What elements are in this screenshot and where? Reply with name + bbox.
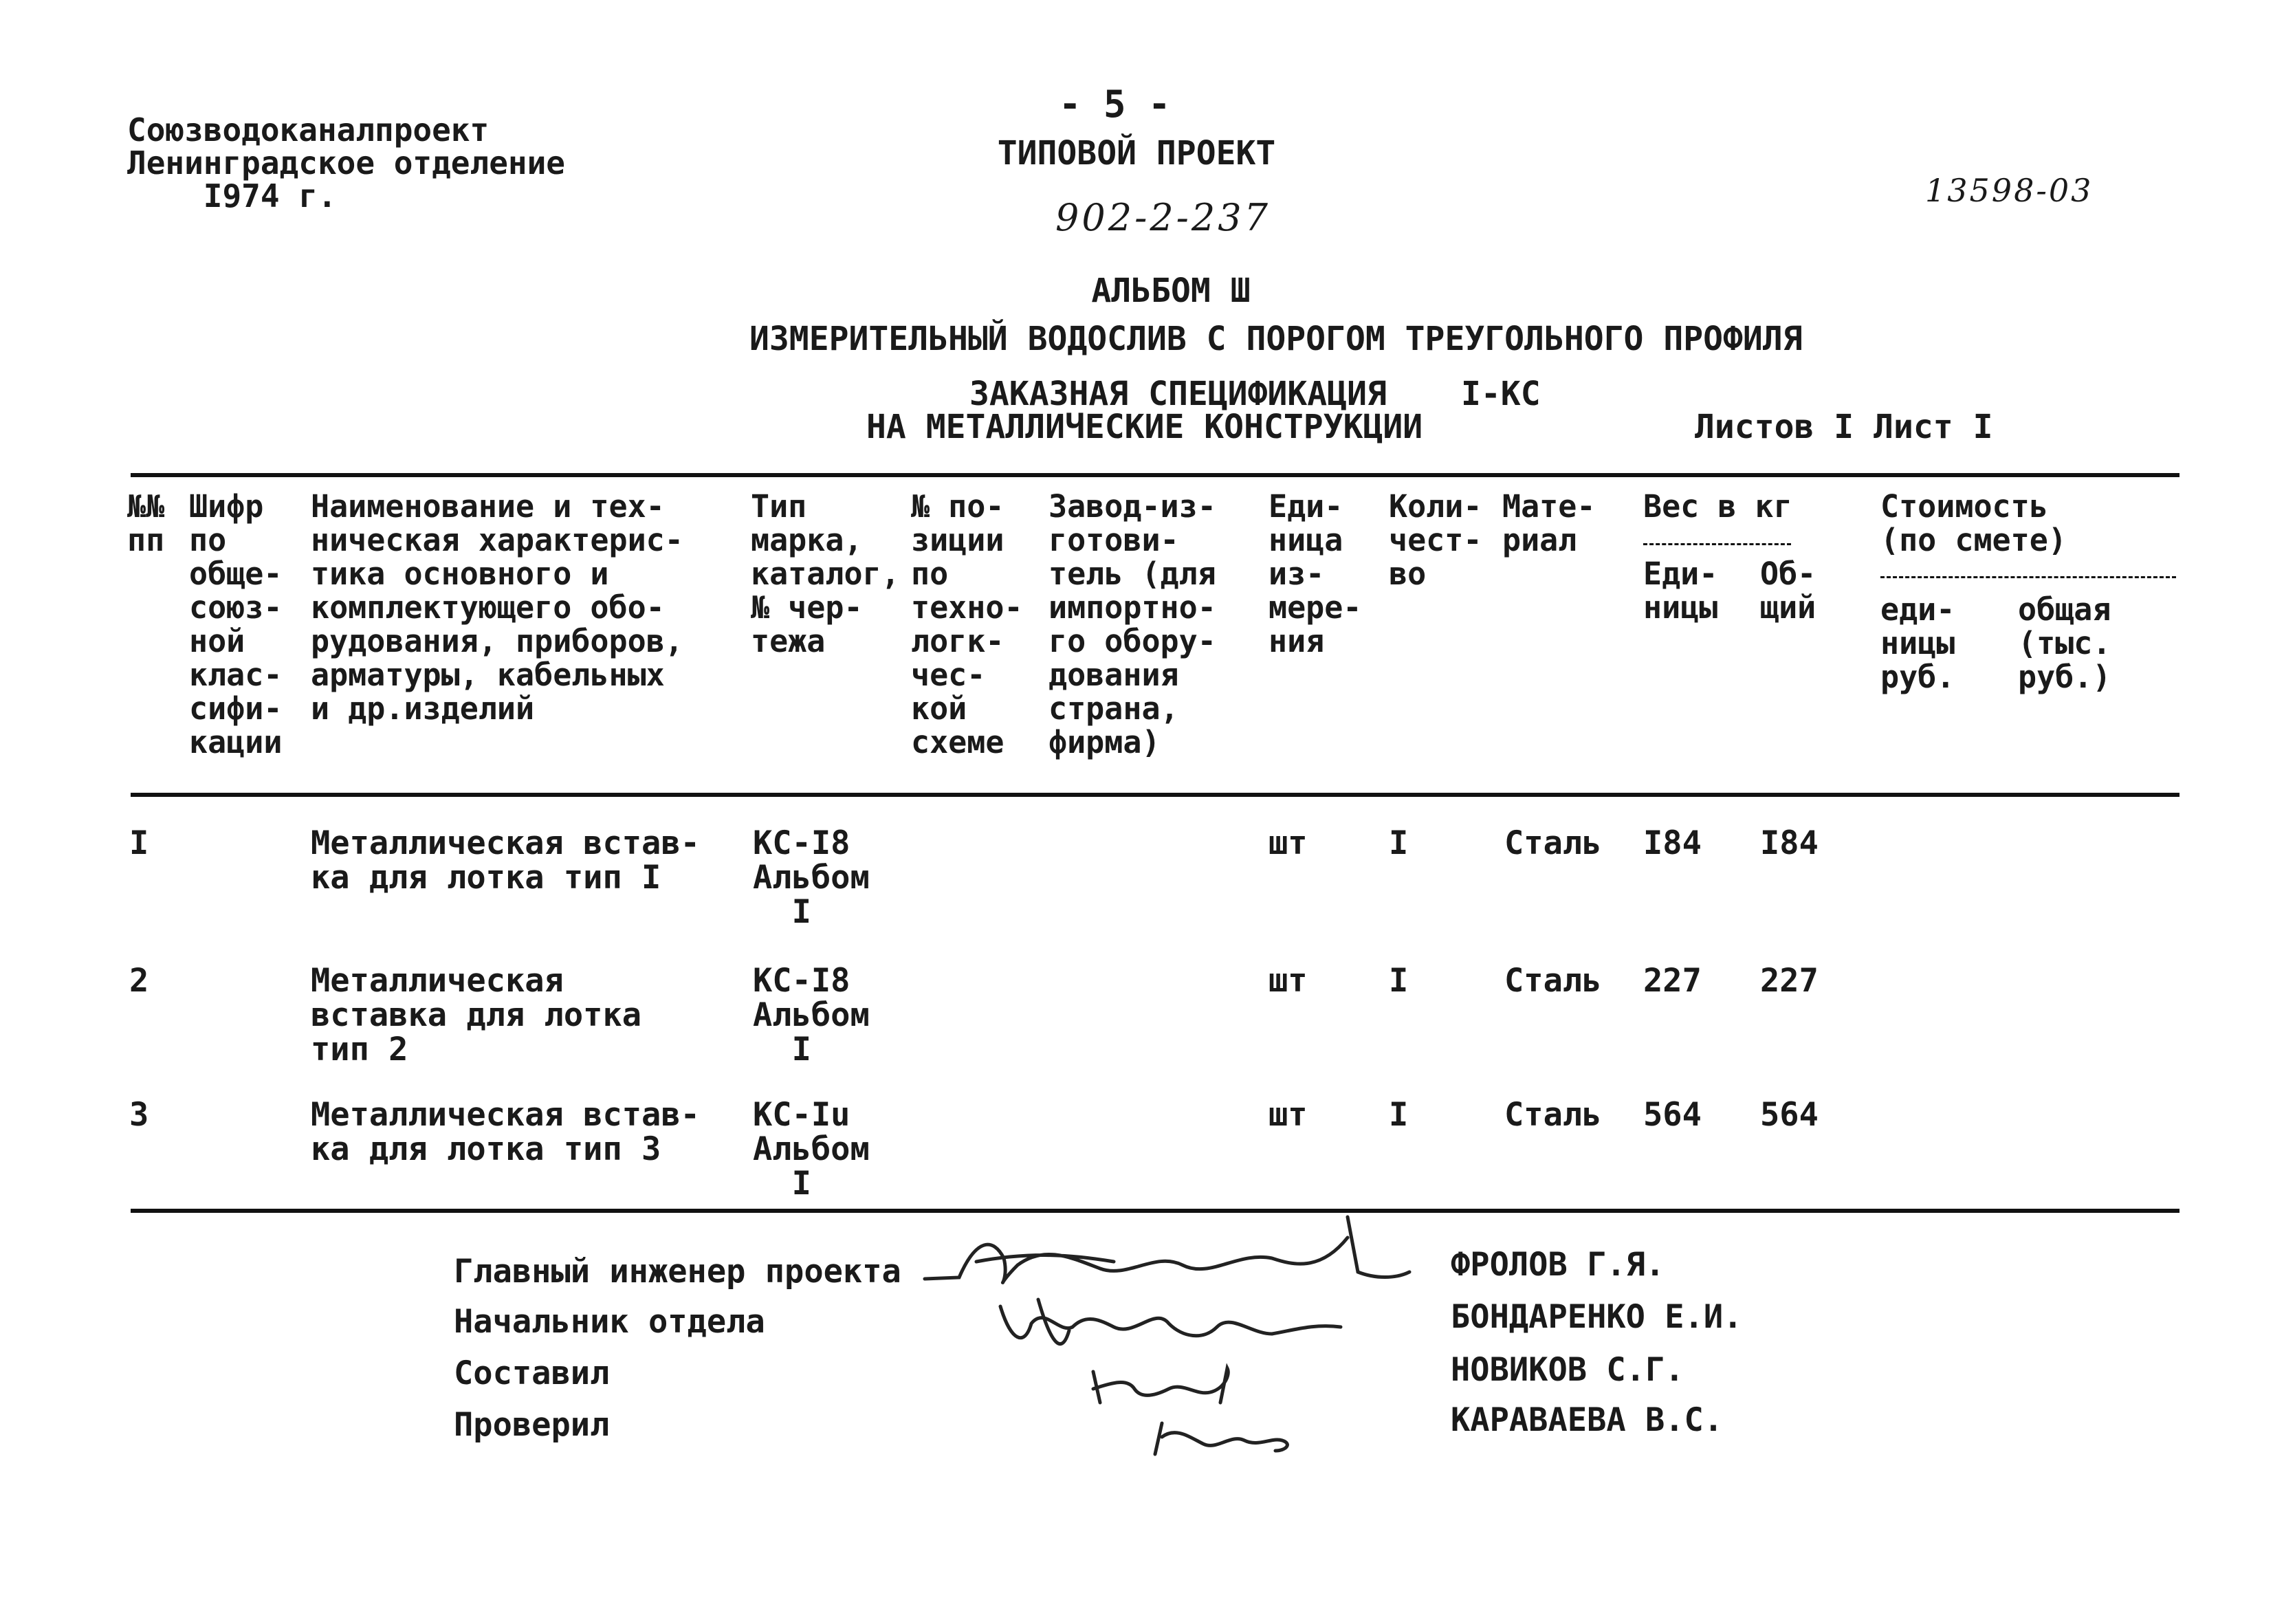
sig-name-checked-by: КАРАВАЕВА В.С.	[1451, 1401, 1724, 1439]
col-header-manufacturer: Завод-из- готови- тель (для импортно- го обору- дования страна, фирма)	[1048, 488, 1216, 760]
signature-bondarenko	[1000, 1299, 1341, 1344]
col-header-cost-total: общая (тыс. руб.)	[2018, 591, 2111, 695]
signature-novikov	[1093, 1368, 1228, 1403]
row3-type: КС-Iu Альбом I	[753, 1096, 870, 1203]
col-header-name: Наименование и тех- ническая характерис- тика основного и комплектующего обо- рудования, приборов, арматуры, кабельных и др.изделий	[311, 488, 683, 727]
project-type: ТИПОВОЙ ПРОЕКТ	[997, 134, 1276, 173]
organization-block: Союзводоканалпроект Ленинградское отделение I974 г.	[127, 111, 565, 215]
archive-number: 13598-03	[1925, 172, 2094, 209]
col-header-weight: Вес в кг	[1643, 488, 1792, 525]
row2-type: КС-I8 Альбом I	[753, 962, 870, 1068]
row3-unit: шт	[1269, 1096, 1308, 1134]
row1-unit: шт	[1269, 824, 1308, 862]
col-header-number: №№ пп	[127, 488, 165, 558]
row2-name: Металлическая вставка для лотка тип 2	[311, 962, 642, 1068]
row1-weight-total: I84	[1760, 824, 1819, 862]
subject-title: ИЗМЕРИТЕЛЬНЫЙ ВОДОСЛИВ С ПОРОГОМ ТРЕУГОЛЬНОГО ПРОФИЛЯ	[749, 320, 1803, 358]
col-header-weight-total: Об- щий	[1760, 556, 1816, 626]
sig-role-compiled-by: Составил	[454, 1354, 610, 1392]
sig-name-compiled-by: НОВИКОВ С.Г.	[1451, 1351, 1684, 1389]
col-header-classification: Шифр по обще- союз- ной клас- сифи- кации	[189, 488, 283, 760]
row3-quantity: I	[1389, 1096, 1409, 1134]
row1-material: Сталь	[1504, 824, 1602, 862]
row1-type: КС-I8 Альбом I	[753, 824, 870, 931]
row2-weight-unit: 227	[1643, 962, 1702, 1000]
col-header-position: № по- зиции по техно- логк- чес- кой схеме	[911, 488, 1023, 760]
sig-role-chief-engineer: Главный инженер проекта	[454, 1253, 901, 1291]
row3-number: 3	[129, 1096, 149, 1134]
col-header-cost-unit: еди- ницы руб.	[1880, 591, 1955, 695]
row2-weight-total: 227	[1760, 962, 1819, 1000]
col-header-weight-unit: Еди- ницы	[1643, 556, 1718, 626]
row2-unit: шт	[1269, 962, 1308, 1000]
sig-name-chief-engineer: ФРОЛОВ Г.Я.	[1451, 1246, 1665, 1284]
row3-name: Металлическая встав- ка для лотка тип 3	[311, 1096, 700, 1168]
project-number: 902-2-237	[1055, 196, 1271, 239]
col-header-material: Мате- риал	[1502, 488, 1596, 558]
row2-quantity: I	[1389, 962, 1409, 1000]
row1-name: Металлическая встав- ка для лотка тип I	[311, 824, 700, 897]
sig-name-department-head: БОНДАРЕНКО Е.И.	[1451, 1298, 1743, 1336]
spec-title-line2: НА МЕТАЛЛИЧЕСКИЕ КОНСТРУКЦИИ	[866, 408, 1423, 446]
row3-material: Сталь	[1504, 1096, 1602, 1134]
row1-weight-unit: I84	[1643, 824, 1702, 862]
row3-weight-total: 564	[1760, 1096, 1819, 1134]
col-header-unit: Еди- ница из- мере- ния	[1269, 488, 1362, 659]
signature-frolov	[925, 1217, 1409, 1282]
spec-title-line1: ЗАКАЗНАЯ СПЕЦИФИКАЦИЯ	[969, 375, 1387, 413]
sig-role-department-head: Начальник отдела	[454, 1303, 765, 1341]
album-title: АЛЬБОМ Ш	[1091, 272, 1251, 310]
row1-quantity: I	[1389, 824, 1409, 862]
row1-number: I	[129, 824, 149, 862]
col-header-cost: Стоимость (по смете)	[1880, 488, 2067, 558]
col-header-type: Тип марка, каталог, № чер- тежа	[751, 488, 900, 659]
sig-role-checked-by: Проверил	[454, 1406, 610, 1444]
page-number: - 5 -	[1059, 83, 1171, 126]
col-header-quantity: Коли- чест- во	[1389, 488, 1482, 592]
signature-karavaeva	[1155, 1423, 1287, 1454]
sheets-info: Листов I Лист I	[1695, 408, 1993, 446]
spec-code: I-КС	[1461, 375, 1541, 413]
row2-number: 2	[129, 962, 149, 1000]
row3-weight-unit: 564	[1643, 1096, 1702, 1134]
row2-material: Сталь	[1504, 962, 1602, 1000]
